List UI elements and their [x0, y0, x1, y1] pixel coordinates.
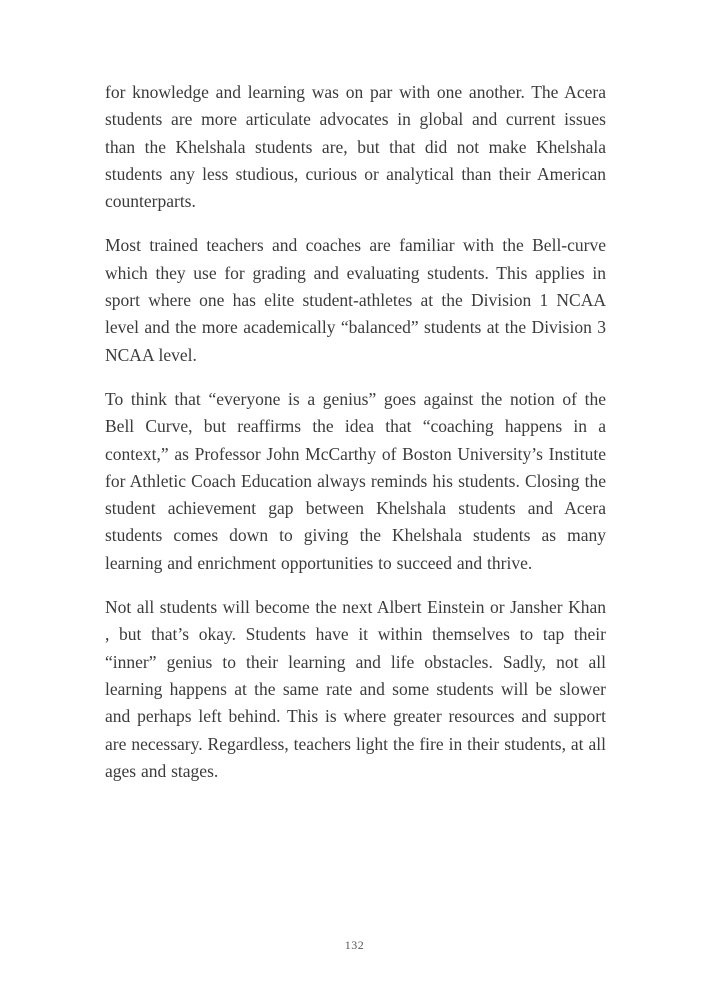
body-paragraph: Most trained teachers and coaches are familiar with the Bell-curve which they use for grading and evaluating students. This applies in sport where one has elite student-athletes at the Division 1 NCAA level and the more academically “balanced” students at the Division 3 NCAA level.: [105, 235, 606, 365]
body-paragraph: To think that “everyone is a genius” goes against the notion of the Bell Curve, but reaffirms the idea that “coaching happens in a context,” as Professor John McCarthy of Boston University’s Institute for Athletic Coach Education always reminds his students. Closing the student achievement gap between Khelshala students and Acera students comes down to giving the Khelshala students as many learning and enrichment opportunities to succeed and thrive.: [105, 388, 606, 573]
body-paragraph: for knowledge and learning was on par with one another. The Acera students are more articulate advocates in global and current issues than the Khelshala students are, but that did not make Khelshala students any less studious, curious or analytical than their American counterparts.: [105, 82, 606, 212]
text-block: [105, 79, 606, 785]
body-paragraph: Not all students will become the next Albert Einstein or Jansher Khan , but that’s okay. Students have it within themselves to tap their “inner” genius to their learning and life obstacles. Sadly, not all learning happens at the same rate and some students will be slower and perhaps left behind. This is where greater resources and support are necessary. Regardless, teachers light the fire in their students, at all ages and stages.: [105, 597, 606, 781]
page-number: 132: [344, 938, 365, 952]
